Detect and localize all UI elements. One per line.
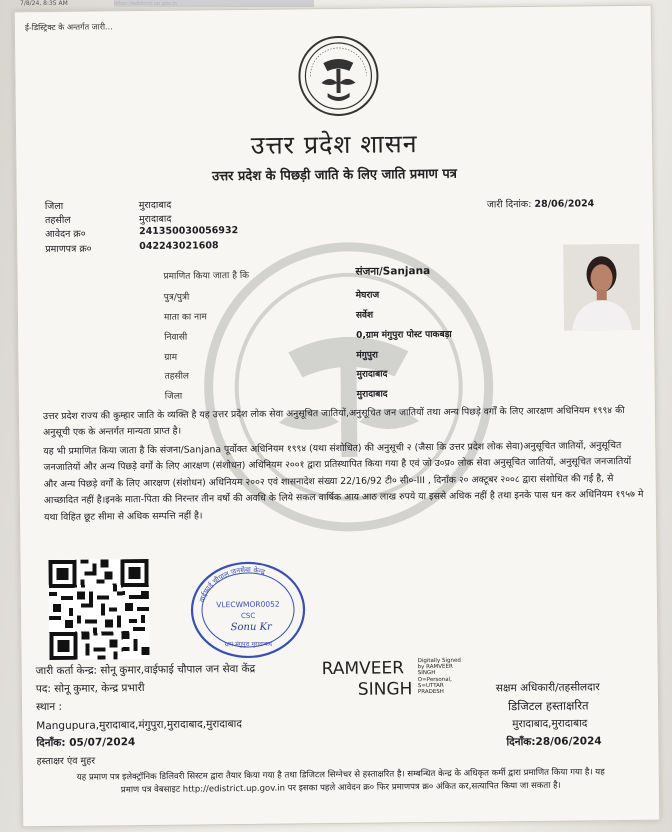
caste-paragraph: उत्तर प्रदेश राज्य की कुम्हार जाति के व्यक्ति है यह उत्तर प्रदेश लोक सेवा अनुसूचित जातियों,अनुसूचित जन जातियों तथा अन्य पिछड़े वर्गों के लिए आरक्षण अधिनियम १९९४ की अनुसूची एक के अन्तर्गत मान्यता प्राप्त है।	[42, 404, 625, 439]
certified-intro: प्रमाणित किया जाता है कि	[163, 270, 250, 282]
village-value: मंगुपुरा	[356, 350, 378, 361]
eligibility-paragraph: यह भी प्रमाणित किया जाता है कि संजना/Sanjana पूर्वोक्त अधिनियम १९९४ (यथा संशोधित) की अनुसूची २ (जैसा कि उत्तर प्रदेश लोक सेवा)अनुसूचित जातियों, अनुसूचित जनजातियों और अन्य पिछड़े वर्गों के लिए आरक्षण (संशोधन) अधिनियम २००१ द्वारा प्रतिस्थापित किया गया है एवं जो उ०प्र० लोक सेवा अनुसूचित जातियों, अनुसूचित जनजातियों और अन्य पिछड़े वर्गों के लिए आरक्षण (संशोधन) अधिनियम २००२ एवं शासनादेश संख्या 22/16/92 टी० सी०-III , दिनाँक २० अक्टूबर २००८ द्वारा संशोधित की गई है, से आच्छादित नहीं है।इनके माता-पिता की निरन्तर तीन वर्षो की अवधि के लिये सकल वार्षिक आय आठ लाख रुपये या इससे अधिक नहीं है तथा इनके पास धन कर अधिनियम १९५७ मे यथा विहित छूट सीमा से अधिक सम्पत्ति नहीं है।	[43, 440, 644, 523]
authority-place: मुरादाबाद,मुरादाबाद	[512, 717, 588, 731]
father-label: पुत्र/पुत्री	[163, 292, 190, 303]
seal-top-text: वाईफाई चौपाल जनसेवा केन्द्र	[198, 565, 266, 604]
issue-date: जारी दिनांक: 28/06/2024	[486, 198, 595, 211]
seal-code: VLECWMOR0052	[216, 599, 280, 610]
page-title: उत्तर प्रदेश शासन	[250, 129, 418, 160]
seal-csc: CSC	[240, 611, 256, 621]
village-label: ग्राम	[164, 352, 178, 363]
issuer-place: Mangupura,मुरादाबाद,मंगुपुरा,मुरादाबाद,मुरादाबाद	[36, 718, 242, 733]
certified-district-label: जिला	[164, 391, 183, 402]
url-bar: https://edistrict.up.gov.in	[114, 0, 314, 7]
application-number: 241350030056932	[139, 225, 239, 238]
issuer-date: दिनाँक: 05/07/2024	[36, 736, 136, 750]
top-note: ई-डिस्ट्रिक्ट के अन्तर्गत जारी...	[24, 22, 113, 33]
resident-label: निवासी	[164, 332, 188, 343]
certified-district-value: मुरादाबाद	[356, 389, 388, 400]
issuer-post: पद: सोनू कुमार, केन्द्र प्रभारी	[35, 682, 145, 696]
certificate-page	[14, 5, 661, 828]
mother-label: माता का नाम	[163, 312, 207, 323]
up-emblem-icon	[297, 35, 380, 118]
certificate-subtitle: उत्तर प्रदेश के पिछड़ी जाति के लिए जाति प्रमाण पत्र	[211, 166, 458, 185]
certificate-number: 042243021608	[139, 240, 219, 253]
father-name: मेघराज	[355, 290, 380, 301]
authority-date: दिनाँक:28/06/2024	[506, 735, 602, 749]
applicant-photo	[563, 244, 640, 331]
issuing-centre: जारी कर्ता केन्द्र: सोनू कुमार,वाईफाई चौपाल जन सेवा केंद्र	[35, 662, 256, 678]
csc-seal	[189, 559, 308, 660]
mother-name: सर्वेश	[355, 310, 374, 321]
footer-note: यह प्रमाण पत्र इलेक्ट्रॉनिक डिलिवरी सिस्टम द्वारा तैयार किया गया है तथा डिजिटल सिग्नेचर से हस्ताक्षरित है। सम्बन्धित केन्द्र के अधिकृत कर्मी द्वारा प्रमाणित किया गया है। यह प्रमाण पत्र वेबसाइट http://edistrict.up.gov.in पर इसका पहले आवेदन क्र० फिर प्रमाणपत्र क्र० अंकित कर,सत्यापित किया जा सकता है।	[76, 767, 605, 796]
authority-title: सक्षम अधिकारी/तहसीलदार	[495, 681, 600, 695]
sign-label: हस्ताक्षर एंव मुहर	[36, 755, 96, 768]
place-label: स्थान :	[35, 700, 63, 714]
application-label: आवेदन क्र०	[45, 228, 86, 241]
applicant-name: संजना/Sanjana	[355, 265, 431, 278]
district-value: मुरादाबाद	[138, 199, 172, 212]
tehsil-label: तहसील	[44, 214, 71, 227]
svg-text:वाईफाई चौपाल जनसेवा केन्द्र	[198, 565, 267, 604]
tehsil-value: मुरादाबाद	[138, 213, 172, 226]
resident-address: 0,ग्राम मंगुपुरा पोस्ट पाकबड़ा	[356, 329, 452, 341]
certified-tehsil-label: तहसील	[164, 371, 190, 382]
certificate-label: प्रमाणपत्र क्र०	[45, 243, 92, 256]
seal-signature: Sonu Kr	[230, 621, 272, 634]
certified-tehsil-value: मुरादाबाद	[356, 369, 388, 380]
seal-bottom-text: ग्राम मंगुपुरा मुरादाबाद	[224, 640, 273, 649]
digital-signature-details: Digitally Signed by RAMVEER SINGH O=Personal, S=UTTAR PRADESH	[417, 657, 461, 696]
status-bar	[20, 0, 177, 7]
authority-signed: डिजिटल हस्ताक्षरित	[507, 698, 589, 714]
qr-code	[48, 559, 149, 660]
status-time: 7/8/24, 8:35 AM	[20, 0, 68, 7]
digital-signer-name: RAMVEER SINGH	[321, 658, 413, 700]
district-label: जिला	[44, 200, 64, 213]
